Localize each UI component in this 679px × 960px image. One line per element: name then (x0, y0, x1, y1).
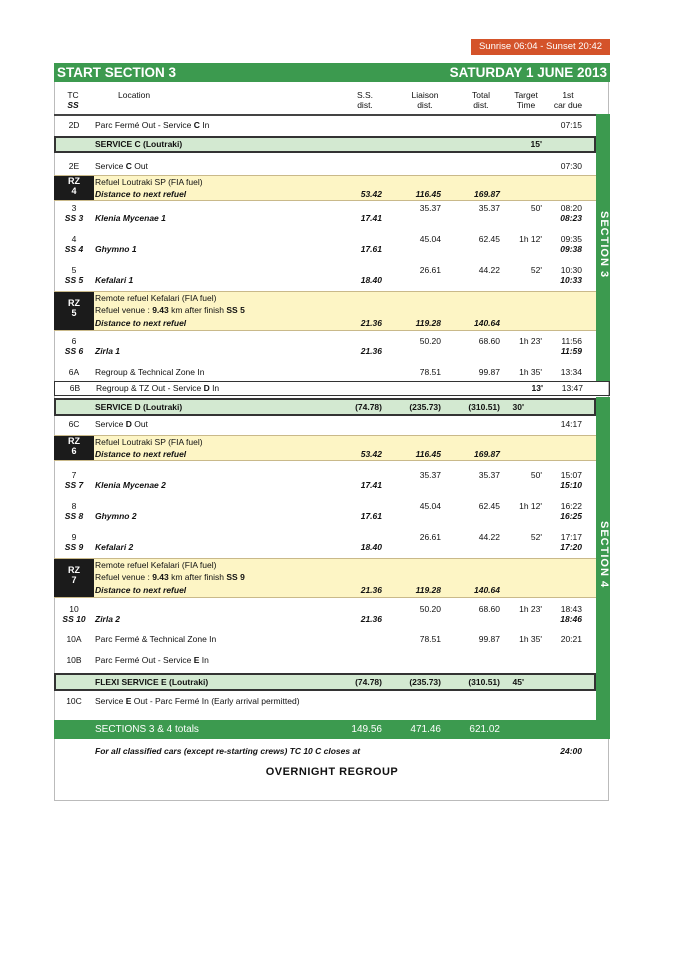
refuel-location: Remote refuel Kefalari (FIA fuel) (95, 293, 217, 303)
due: 09:35 (560, 234, 582, 244)
table-row (54, 161, 596, 175)
rz-label: RZ (68, 176, 80, 186)
venue-stage: SS 9 (226, 572, 245, 582)
due: 13:34 (560, 367, 582, 377)
tc: 10C (66, 696, 82, 706)
target: 1h 35' (519, 634, 542, 644)
due: 07:30 (560, 161, 582, 171)
total-dist: 140.64 (474, 318, 500, 328)
target: 15' (530, 139, 542, 149)
target: 45' (512, 677, 524, 687)
total-dist: 44.22 (478, 532, 500, 542)
ss-dist: 17.61 (360, 511, 382, 521)
stage-start: 18:46 (560, 614, 582, 624)
total-dist: 169.87 (474, 449, 500, 459)
header-total (463, 90, 499, 110)
refuel-distance-label: Distance to next refuel (95, 189, 187, 199)
table-row (54, 367, 596, 381)
tc: 8 (71, 501, 77, 511)
service-name: SERVICE D (Loutraki) (95, 402, 183, 412)
title-bar (54, 63, 610, 82)
rz-badge (54, 559, 94, 597)
ss-number: SS 4 (64, 244, 84, 254)
ss-dist: 21.36 (360, 614, 382, 624)
ss-dist: (74.78) (355, 402, 382, 412)
refuel-row (54, 291, 596, 331)
table-row (54, 419, 596, 433)
location-text: Service (95, 696, 126, 706)
stage-name: Klenia Mycenae 1 (95, 213, 166, 223)
venue-text: Refuel venue : (95, 305, 153, 315)
liaison-dist: 50.20 (419, 336, 441, 346)
totals-liaison: 471.46 (410, 724, 441, 735)
stage-start: 10:33 (560, 275, 582, 285)
service-name: FLEXI SERVICE E (Loutraki) (95, 677, 209, 687)
tc: 10 (69, 604, 79, 614)
tc: 9 (71, 532, 77, 542)
ss-number: SS 5 (64, 275, 84, 285)
location (95, 419, 148, 429)
location (96, 382, 219, 395)
header-tc-label: TC (67, 90, 79, 100)
due: 14:17 (560, 419, 582, 429)
totals-label: SECTIONS 3 & 4 totals (95, 724, 199, 735)
location-text: Out (131, 419, 148, 429)
due: 13:47 (561, 383, 583, 393)
header-due-2: car due (553, 100, 583, 110)
location (95, 161, 148, 171)
tc: 10B (66, 655, 82, 665)
liaison-dist: 116.45 (415, 189, 441, 199)
target: 50' (530, 470, 542, 480)
location-text: In (199, 120, 210, 130)
stage-row (54, 604, 596, 630)
total-dist: 68.60 (478, 604, 500, 614)
service-row (54, 398, 596, 416)
service-letter: E (193, 655, 200, 665)
service-letter: C (193, 120, 200, 130)
location (95, 120, 209, 130)
tc: 6B (69, 383, 81, 393)
ss-dist: 21.36 (360, 346, 382, 356)
ss-number: SS 6 (64, 346, 84, 356)
location-text: Parc Fermé Out - Service (95, 655, 194, 665)
location-text: Service (95, 161, 126, 171)
due: 16:22 (560, 501, 582, 511)
tc: 6 (71, 336, 77, 346)
ss-dist: 18.40 (360, 542, 382, 552)
total-dist: 35.37 (478, 470, 500, 480)
total-dist: 140.64 (474, 585, 500, 595)
target: 1h 12' (519, 234, 542, 244)
target: 50' (530, 203, 542, 213)
ss-dist: 21.36 (360, 585, 382, 595)
total-dist: 99.87 (478, 634, 500, 644)
target: 52' (530, 265, 542, 275)
liaison-dist: 35.37 (419, 470, 441, 480)
service-letter: D (203, 383, 210, 393)
stage-start: 08:23 (560, 213, 582, 223)
due: 20:21 (560, 634, 582, 644)
service-letter: C (125, 161, 132, 171)
total-dist: 35.37 (478, 203, 500, 213)
location-text: Parc Fermé Out - Service (95, 120, 194, 130)
location-text: Regroup & TZ Out - Service (96, 383, 204, 393)
due: 07:15 (560, 120, 582, 130)
ss-number: SS 8 (64, 511, 84, 521)
stage-name: Zirla 2 (95, 614, 121, 624)
ss-dist: 53.42 (360, 449, 382, 459)
target: 13' (531, 383, 543, 393)
ss-number: SS 9 (64, 542, 84, 552)
stage-row (54, 203, 596, 229)
liaison-dist: (235.73) (409, 677, 441, 687)
refuel-row (54, 175, 596, 201)
due: 18:43 (560, 604, 582, 614)
target: 30' (512, 402, 524, 412)
refuel-location: Refuel Loutraki SP (FIA fuel) (95, 437, 203, 447)
venue-km: 9.43 (152, 572, 169, 582)
liaison-dist: 78.51 (419, 367, 441, 377)
stage-row (54, 265, 596, 291)
stage-row (54, 234, 596, 260)
service-row (54, 673, 596, 691)
stage-name: Klenia Mycenae 2 (95, 480, 166, 490)
target: 1h 12' (519, 501, 542, 511)
target: 52' (530, 532, 542, 542)
stage-name: Zirla 1 (95, 346, 121, 356)
rz-badge (54, 292, 94, 330)
sunrise-sunset-badge: Sunrise 06:04 - Sunset 20:42 (471, 39, 610, 55)
tc: 3 (71, 203, 77, 213)
stage-name: Kefalari 1 (95, 275, 134, 285)
stage-name: Ghymno 2 (95, 511, 137, 521)
rz-number: 6 (71, 446, 77, 456)
ss-dist: (74.78) (355, 677, 382, 687)
header-total-1: Total (472, 90, 490, 100)
section-start-title: START SECTION 3 (57, 65, 177, 80)
date-title: SATURDAY 1 JUNE 2013 (449, 65, 607, 80)
ss-dist: 21.36 (360, 318, 382, 328)
liaison-dist: 50.20 (419, 604, 441, 614)
table-row (54, 120, 596, 134)
refuel-venue (95, 572, 245, 582)
ss-number: SS 10 (62, 614, 86, 624)
header-ss-dist (350, 90, 380, 110)
overnight-regroup: OVERNIGHT REGROUP (265, 766, 399, 778)
header-ss-dist-1: S.S. (356, 90, 374, 100)
closing-time: 24:00 (560, 746, 582, 756)
header-ss-label: SS (67, 100, 79, 110)
location (95, 696, 300, 706)
location-text: In (199, 655, 209, 665)
stage-start: 17:20 (560, 542, 582, 552)
venue-text: km after finish (168, 572, 227, 582)
service-letter: D (125, 419, 132, 429)
ss-number: SS 3 (64, 213, 84, 223)
header-target-1: Target (514, 90, 538, 100)
closing-note-text: For all classified cars (except re-starting crews) TC 10 C closes at (95, 746, 361, 756)
totals-bar (54, 720, 610, 739)
liaison-dist: 35.37 (419, 203, 441, 213)
total-dist: 169.87 (474, 189, 500, 199)
tc: 10A (66, 634, 82, 644)
venue-stage: SS 5 (226, 305, 245, 315)
refuel-row (54, 435, 596, 461)
rz-number: 7 (71, 575, 77, 585)
liaison-dist: 45.04 (419, 501, 441, 511)
header-ss-dist-2: dist. (357, 100, 373, 110)
tc: 2D (68, 120, 80, 130)
rz-label: RZ (68, 565, 80, 575)
total-dist: 68.60 (478, 336, 500, 346)
ss-dist: 17.61 (360, 244, 382, 254)
stage-start: 09:38 (560, 244, 582, 254)
refuel-distance-label: Distance to next refuel (95, 585, 187, 595)
venue-km: 9.43 (152, 305, 169, 315)
rz-label: RZ (68, 298, 80, 308)
liaison-dist: 78.51 (419, 634, 441, 644)
ss-dist: 17.41 (360, 213, 382, 223)
service-letter: E (125, 696, 132, 706)
tc: 2E (68, 161, 80, 171)
tc: 6A (68, 367, 80, 377)
tc: 5 (71, 265, 77, 275)
target: 1h 35' (519, 367, 542, 377)
header-liaison (405, 90, 445, 110)
service-row (54, 136, 596, 153)
location (95, 655, 209, 665)
total-dist: 99.87 (478, 367, 500, 377)
liaison-dist: 116.45 (415, 449, 441, 459)
liaison-dist: 26.61 (419, 532, 441, 542)
header-liaison-2: dist. (417, 100, 433, 110)
stage-row (54, 501, 596, 527)
location-text: In (209, 383, 220, 393)
total-dist: 44.22 (478, 265, 500, 275)
due: 17:17 (560, 532, 582, 542)
total-dist: (310.51) (468, 677, 500, 687)
header-due (548, 90, 588, 110)
totals-ss: 149.56 (351, 724, 382, 735)
refuel-distance-label: Distance to next refuel (95, 318, 187, 328)
header-tc (58, 90, 88, 110)
location: Regroup & Technical Zone In (95, 367, 205, 377)
header-divider (54, 114, 596, 116)
rz-number: 4 (71, 186, 77, 196)
location-text: Out (131, 161, 148, 171)
stage-name: Kefalari 2 (95, 542, 134, 552)
liaison-dist: 45.04 (419, 234, 441, 244)
table-row (54, 381, 610, 396)
due: 15:07 (560, 470, 582, 480)
due: 11:56 (561, 336, 582, 346)
tc: 4 (71, 234, 77, 244)
due: 10:30 (560, 265, 582, 275)
totals-total: 621.02 (469, 724, 500, 735)
refuel-venue (95, 305, 245, 315)
section-4-label: SECTION 4 (598, 521, 610, 589)
stage-start: 11:59 (560, 346, 582, 356)
refuel-distance-label: Distance to next refuel (95, 449, 187, 459)
due: 08:20 (560, 203, 582, 213)
ss-number: SS 7 (64, 480, 84, 490)
refuel-location: Refuel Loutraki SP (FIA fuel) (95, 177, 203, 187)
venue-text: km after finish (168, 305, 227, 315)
service-name: SERVICE C (Loutraki) (95, 139, 183, 149)
stage-start: 15:10 (560, 480, 582, 490)
liaison-dist: (235.73) (409, 402, 441, 412)
location: Parc Fermé & Technical Zone In (95, 634, 217, 644)
venue-text: Refuel venue : (95, 572, 153, 582)
ss-dist: 18.40 (360, 275, 382, 285)
stage-row (54, 470, 596, 496)
total-dist: (310.51) (468, 402, 500, 412)
section-3-label: SECTION 3 (598, 211, 610, 279)
liaison-dist: 119.28 (415, 318, 441, 328)
refuel-location: Remote refuel Kefalari (FIA fuel) (95, 560, 217, 570)
header-target (510, 90, 542, 110)
location-text: Out - Parc Fermé In (Early arrival permitted) (131, 696, 300, 706)
tc: 7 (71, 470, 77, 480)
stage-row (54, 532, 596, 558)
table-row (54, 696, 596, 710)
tc: 6C (68, 419, 80, 429)
total-dist: 62.45 (478, 501, 500, 511)
stage-row (54, 336, 596, 362)
refuel-row (54, 558, 596, 598)
target: 1h 23' (519, 604, 542, 614)
rz-number: 5 (71, 308, 77, 318)
rz-badge (54, 436, 94, 460)
target: 1h 23' (519, 336, 542, 346)
table-row (54, 634, 596, 648)
table-row (54, 655, 596, 669)
header-due-1: 1st (562, 90, 574, 100)
header-target-2: Time (516, 100, 536, 110)
header-location: Location (118, 90, 151, 100)
total-dist: 62.45 (478, 234, 500, 244)
stage-start: 16:25 (560, 511, 582, 521)
stage-name: Ghymno 1 (95, 244, 137, 254)
liaison-dist: 119.28 (415, 585, 441, 595)
location-text: Service (95, 419, 126, 429)
header-liaison-1: Liaison (411, 90, 439, 100)
ss-dist: 53.42 (360, 189, 382, 199)
ss-dist: 17.41 (360, 480, 382, 490)
liaison-dist: 26.61 (419, 265, 441, 275)
rz-badge (54, 176, 94, 200)
rz-label: RZ (68, 436, 80, 446)
header-total-2: dist. (473, 100, 489, 110)
